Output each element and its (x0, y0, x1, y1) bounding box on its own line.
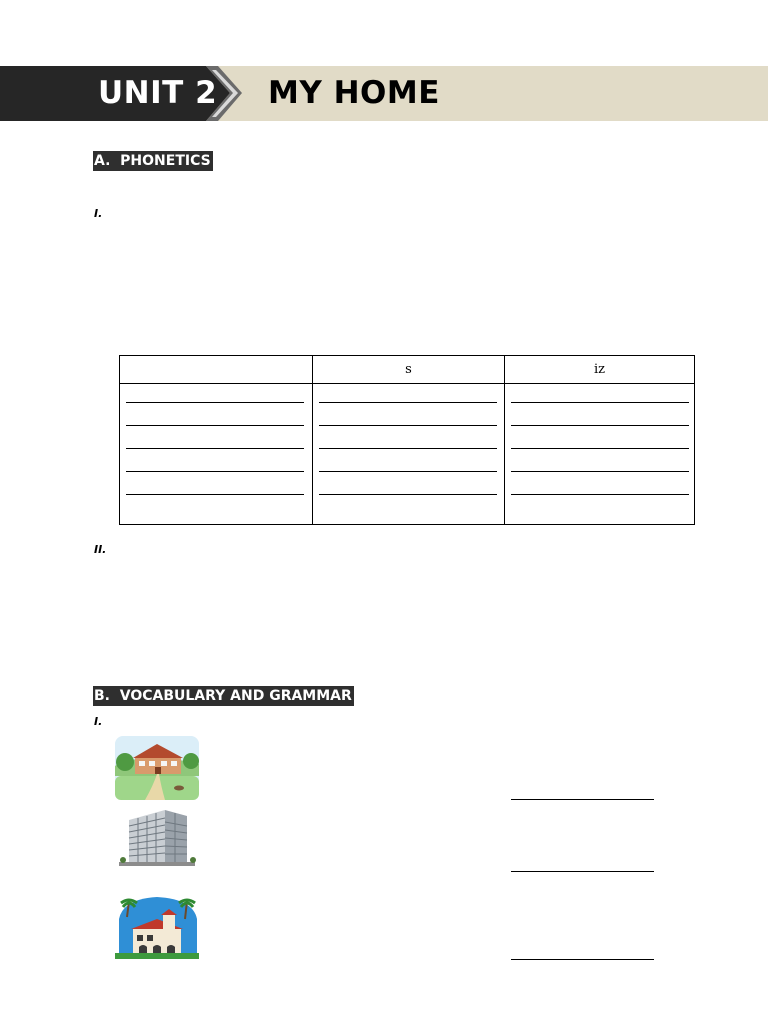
answer-line[interactable] (319, 448, 497, 449)
answer-line[interactable] (511, 799, 654, 800)
answer-line[interactable] (319, 402, 497, 403)
answer-line[interactable] (126, 402, 304, 403)
answer-line[interactable] (511, 448, 689, 449)
answer-line[interactable] (511, 494, 689, 495)
section-heading-phonetics: A. PHONETICS (94, 153, 211, 169)
unit-number: UNIT 2 (98, 75, 218, 111)
table-column (120, 356, 312, 524)
answer-line[interactable] (319, 494, 497, 495)
answer-line[interactable] (511, 425, 689, 426)
table-column (504, 356, 694, 524)
country-house-icon (113, 736, 201, 800)
section-heading-vocabulary: B. VOCABULARY AND GRAMMAR (94, 688, 352, 704)
villa-icon (113, 895, 201, 959)
answer-line[interactable] (511, 871, 654, 872)
answer-line[interactable] (511, 959, 654, 960)
exercise-number: I. (94, 715, 103, 728)
answer-line[interactable] (126, 425, 304, 426)
sound-sort-table (119, 355, 695, 525)
unit-title: MY HOME (268, 75, 440, 111)
answer-line[interactable] (511, 471, 689, 472)
apartment-building-icon (113, 806, 201, 870)
answer-line[interactable] (319, 425, 497, 426)
exercise-number: II. (94, 543, 107, 556)
answer-line[interactable] (126, 448, 304, 449)
column-header: s (313, 356, 504, 384)
column-header: iz (505, 356, 694, 384)
answer-line[interactable] (126, 494, 304, 495)
answer-line[interactable] (319, 471, 497, 472)
unit-banner (0, 66, 768, 121)
table-column (312, 356, 504, 524)
answer-line[interactable] (511, 402, 689, 403)
column-header (120, 356, 312, 384)
answer-line[interactable] (126, 471, 304, 472)
exercise-number: I. (94, 207, 103, 220)
